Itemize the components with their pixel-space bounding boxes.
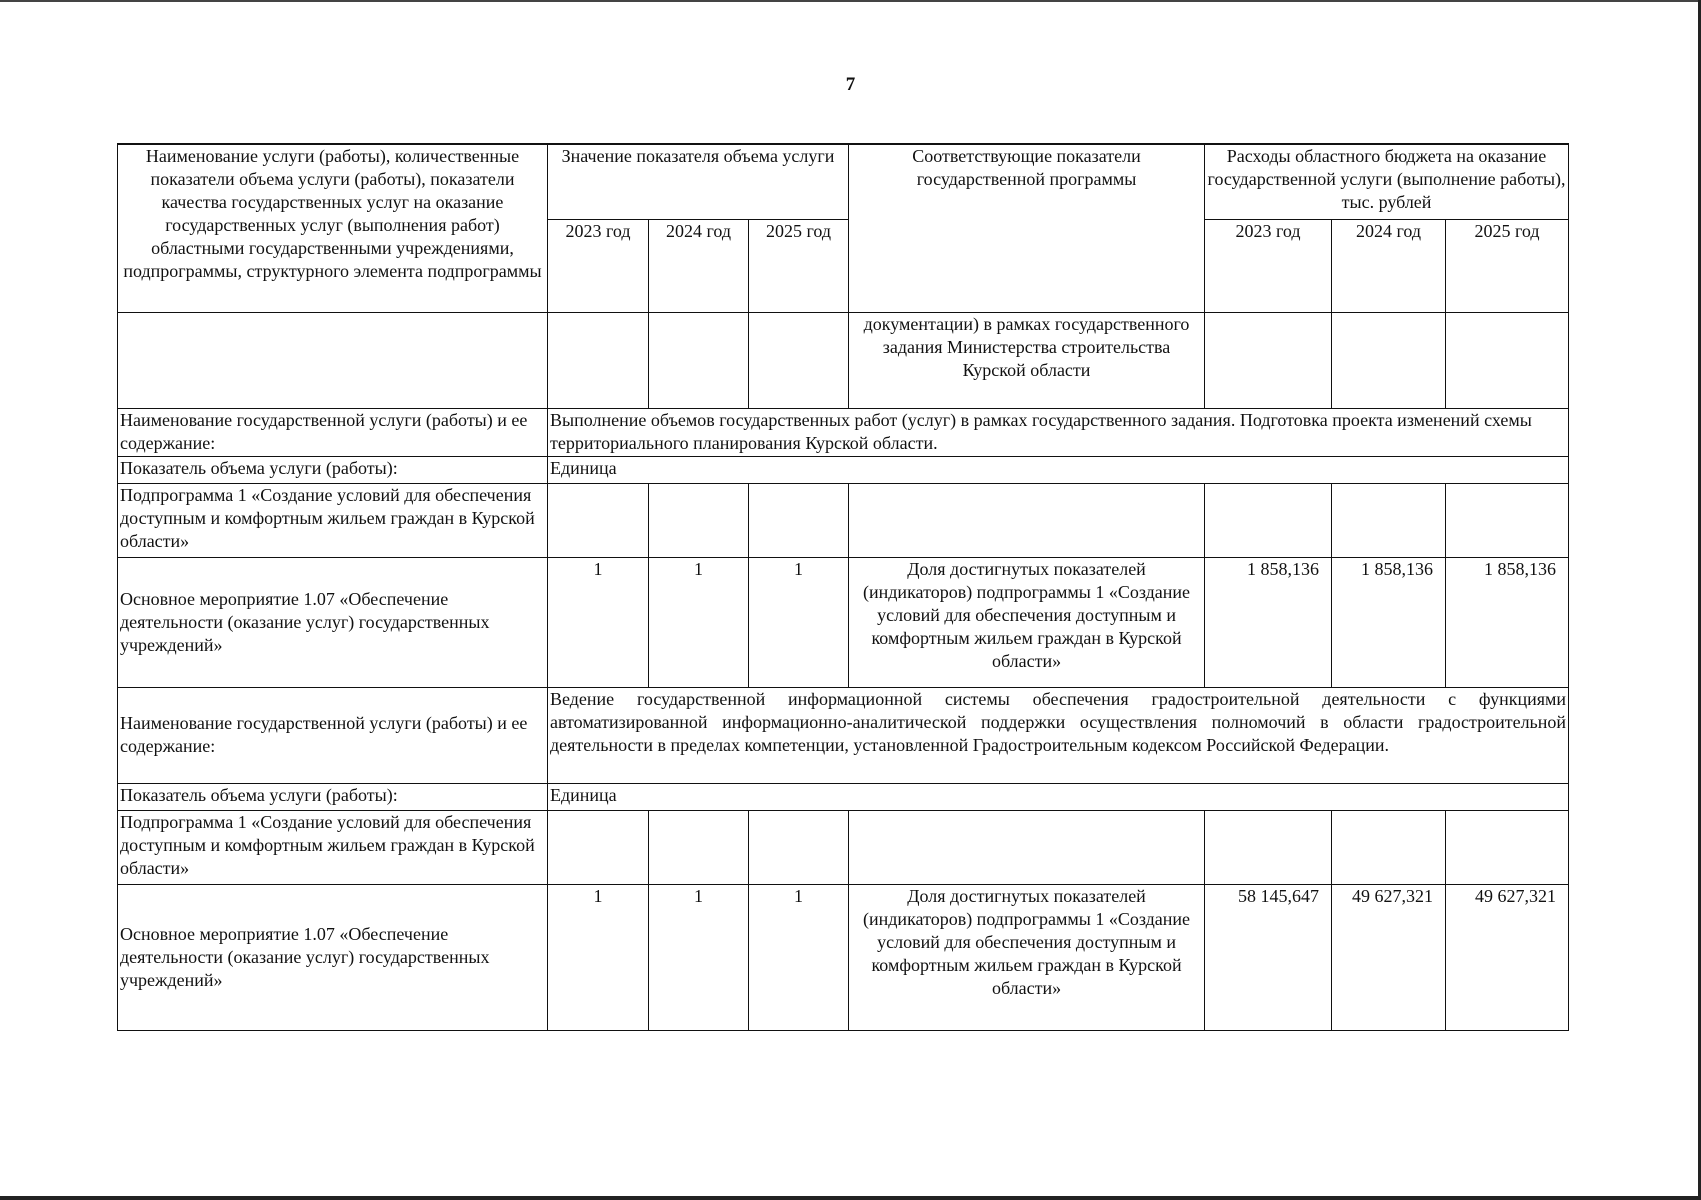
table-row-service2-indicator — [118, 783, 1569, 810]
header-col-expenses: Расходы областного бюджета на оказание государственной услуги (выполнение работы), тыс. рублей — [1205, 144, 1569, 219]
service1-subprogram: Подпрограмма 1 «Создание условий для обеспечения доступным и комфортным жильем граждан в Курской области» — [118, 483, 548, 557]
service2-volume-2024: 1 — [649, 884, 749, 1030]
table-row-continuation — [118, 312, 1569, 408]
cell-empty — [1332, 312, 1446, 408]
service1-indicator-label: Показатель объема услуги (работы): — [118, 456, 548, 483]
continuation-text: документации) в рамках государственного задания Министерства строительства Курской области — [849, 312, 1205, 408]
service1-volume-2023: 1 — [548, 557, 649, 687]
service2-volume-2023: 1 — [548, 884, 649, 1030]
service2-indicator-value: Единица — [548, 783, 1569, 810]
table-row-service1-measure — [118, 557, 1569, 687]
header-volume-year-2025: 2025 год — [749, 219, 849, 312]
table-row-service1-indicator — [118, 456, 1569, 483]
scan-edge-top — [0, 0, 1701, 2]
table-row-service2-subprogram — [118, 810, 1569, 884]
service2-expense-2025: 49 627,321 — [1446, 884, 1569, 1030]
service1-expense-2025: 1 858,136 — [1446, 557, 1569, 687]
header-expense-year-2024: 2024 год — [1332, 219, 1446, 312]
service1-name-value: Выполнение объемов государственных работ (услуг) в рамках государственного задания. Подготовка проекта изменений схемы территориального планирования Курской области. — [548, 408, 1569, 456]
cell-empty — [1332, 810, 1446, 884]
service2-program-indicator: Доля достигнутых показателей (индикаторов) подпрограммы 1 «Создание условий для обеспечения доступным и комфортным жильем граждан в Курской области» — [849, 884, 1205, 1030]
service1-volume-2025: 1 — [749, 557, 849, 687]
cell-empty — [749, 312, 849, 408]
service1-measure: Основное мероприятие 1.07 «Обеспечение деятельности (оказание услуг) государственных учреждений» — [118, 557, 548, 687]
cell-empty — [118, 312, 548, 408]
service2-indicator-label: Показатель объема услуги (работы): — [118, 783, 548, 810]
table-row-service2-name — [118, 687, 1569, 783]
cell-empty — [1205, 483, 1332, 557]
page-number: 7 — [845, 74, 856, 95]
cell-empty — [548, 483, 649, 557]
scan-edge-bottom — [0, 1196, 1701, 1200]
cell-empty — [749, 483, 849, 557]
cell-empty — [649, 312, 749, 408]
service1-expense-2023: 1 858,136 — [1205, 557, 1332, 687]
service2-expense-2023: 58 145,647 — [1205, 884, 1332, 1030]
table-row-service1-name — [118, 408, 1569, 456]
cell-empty — [1446, 312, 1569, 408]
header-row-1 — [118, 144, 1569, 219]
cell-empty — [849, 810, 1205, 884]
cell-empty — [1205, 312, 1332, 408]
cell-empty — [649, 483, 749, 557]
service2-name-value: Ведение государственной информационной системы обеспечения градостроительной деятельности с функциями автоматизированной информационно-аналитической поддержки осуществления полномочий в области градостроительной деятельности в пределах компетенции, установленной Градостроительным кодексом Российской Федерации. — [548, 687, 1569, 783]
service1-volume-2024: 1 — [649, 557, 749, 687]
service2-subprogram: Подпрограмма 1 «Создание условий для обеспечения доступным и комфортным жильем граждан в Курской области» — [118, 810, 548, 884]
service1-indicator-value: Единица — [548, 456, 1569, 483]
cell-empty — [1205, 810, 1332, 884]
service2-measure: Основное мероприятие 1.07 «Обеспечение деятельности (оказание услуг) государственных учреждений» — [118, 884, 548, 1030]
cell-empty — [548, 312, 649, 408]
table-row-service2-measure — [118, 884, 1569, 1030]
service1-expense-2024: 1 858,136 — [1332, 557, 1446, 687]
header-expense-year-2023: 2023 год — [1205, 219, 1332, 312]
service2-volume-2025: 1 — [749, 884, 849, 1030]
header-volume-year-2024: 2024 год — [649, 219, 749, 312]
cell-empty — [849, 483, 1205, 557]
cell-empty — [649, 810, 749, 884]
header-col-name: Наименование услуги (работы), количественные показатели объема услуги (работы), показатели качества государственных услуг на оказание государственных услуг (выполнения работ) областными государственными учреждениями, подпрограммы, структурного элемента подпрограммы — [118, 144, 548, 312]
service1-program-indicator: Доля достигнутых показателей (индикаторов) подпрограммы 1 «Создание условий для обеспечения доступным и комфортным жильем граждан в Курской области» — [849, 557, 1205, 687]
service2-expense-2024: 49 627,321 — [1332, 884, 1446, 1030]
service2-name-label: Наименование государственной услуги (работы) и ее содержание: — [118, 687, 548, 783]
budget-table — [117, 143, 1569, 1031]
table-row-service1-subprogram — [118, 483, 1569, 557]
service1-name-label: Наименование государственной услуги (работы) и ее содержание: — [118, 408, 548, 456]
header-expense-year-2025: 2025 год — [1446, 219, 1569, 312]
header-col-indicators: Соответствующие показатели государственной программы — [849, 144, 1205, 312]
cell-empty — [548, 810, 649, 884]
cell-empty — [1332, 483, 1446, 557]
cell-empty — [1446, 483, 1569, 557]
cell-empty — [749, 810, 849, 884]
header-col-volume: Значение показателя объема услуги — [548, 144, 849, 219]
header-volume-year-2023: 2023 год — [548, 219, 649, 312]
cell-empty — [1446, 810, 1569, 884]
